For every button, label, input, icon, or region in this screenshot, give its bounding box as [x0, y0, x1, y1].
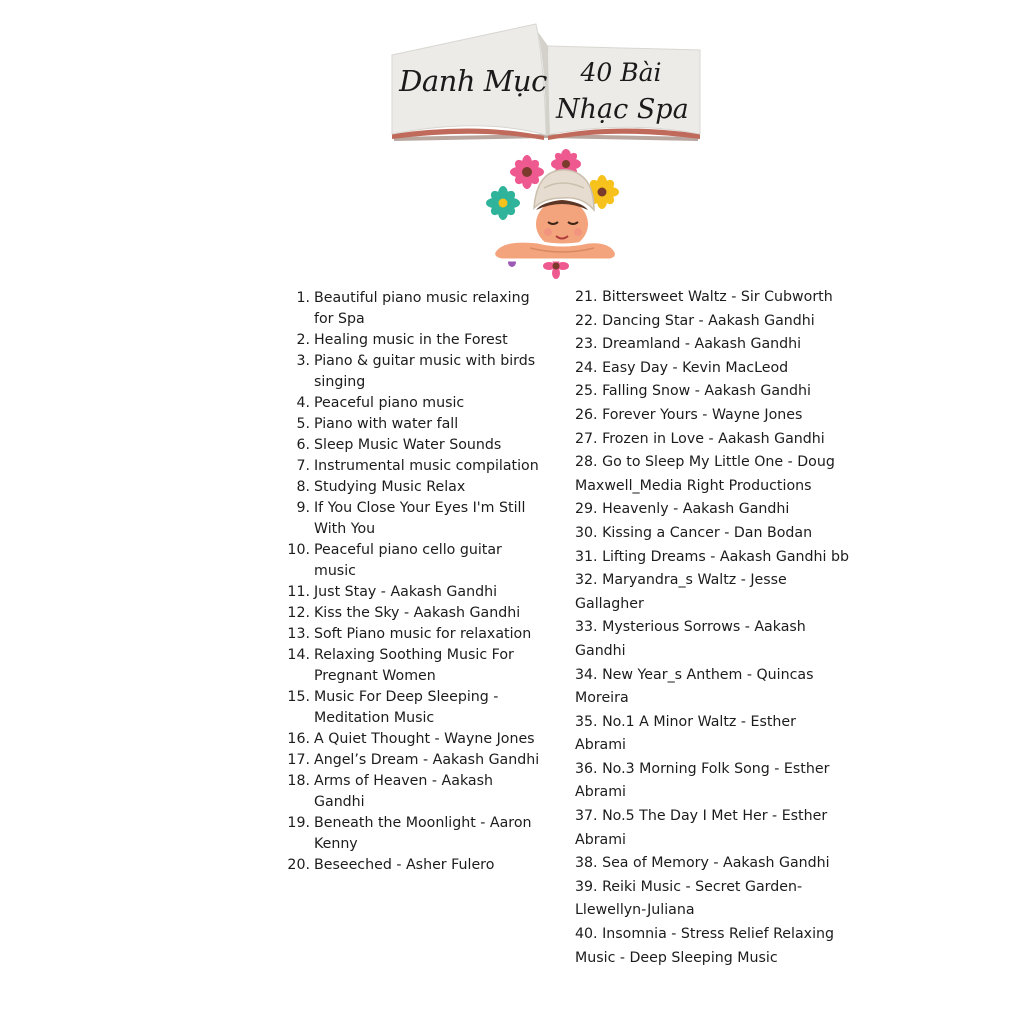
- song-item: 38. Sea of Memory - Aakash Gandhi: [575, 855, 830, 872]
- song-item: [284, 393, 542, 414]
- song-item: 29. Heavenly - Aakash Gandhi: [575, 501, 790, 518]
- song-title: Soft Piano music for relaxation: [314, 626, 532, 642]
- song-title: Relaxing Soothing Music For Pregnant Women: [314, 647, 514, 684]
- song-title: Peaceful piano cello guitar music: [314, 542, 502, 579]
- song-item: 27. Frozen in Love - Aakash Gandhi: [575, 430, 825, 447]
- song-item: 33. Mysterious Sorrows - Aakash Gandhi: [575, 619, 806, 659]
- song-title: Beautiful piano music relaxing for Spa: [314, 290, 530, 327]
- song-item: 40. Insomnia - Stress Relief Relaxing Music - Deep Sleeping Music: [575, 926, 835, 966]
- song-number: 20.: [287, 857, 310, 873]
- song-item: [284, 582, 542, 603]
- song-title: Angel’s Dream - Aakash Gandhi: [314, 752, 540, 768]
- song-item: [284, 435, 542, 456]
- song-item: 35. No.1 A Minor Waltz - Esther Abrami: [575, 713, 796, 754]
- song-item: 39. Reiki Music - Secret Garden-Llewellyn-Juliana: [575, 878, 803, 919]
- song-item: 30. Kissing a Cancer - Dan Bodan: [575, 524, 813, 541]
- song-item: 22. Dancing Star - Aakash Gandhi: [575, 312, 815, 329]
- song-item: [284, 855, 542, 876]
- song-title: Kiss the Sky - Aakash Gandhi: [314, 605, 521, 621]
- song-item: 37. No.5 The Day I Met Her - Esther Abrami: [575, 808, 828, 848]
- song-title: Beseeched - Asher Fulero: [314, 857, 495, 873]
- song-number: 3.: [296, 353, 310, 369]
- song-title: If You Close Your Eyes I'm Still With You: [314, 500, 526, 537]
- book-title-left: Danh Mục: [399, 64, 547, 98]
- song-item: [284, 687, 542, 729]
- song-title: Piano & guitar music with birds singing: [314, 353, 536, 390]
- song-number: 6.: [296, 437, 310, 453]
- song-title: Peaceful piano music: [314, 395, 465, 411]
- song-number: 9.: [296, 500, 310, 516]
- song-number: 16.: [287, 731, 310, 747]
- song-item: 28. Go to Sleep My Little One - Doug Maxwell_Media Right Productions: [575, 454, 835, 494]
- song-number: 11.: [287, 584, 310, 600]
- song-number: 19.: [287, 815, 310, 831]
- song-item: 34. New Year_s Anthem - Quincas Moreira: [575, 666, 814, 707]
- song-number: 8.: [296, 479, 310, 495]
- song-item: 25. Falling Snow - Aakash Gandhi: [575, 383, 811, 400]
- song-title: Studying Music Relax: [314, 479, 466, 495]
- song-number: 14.: [287, 647, 310, 663]
- song-item: 24. Easy Day - Kevin MacLeod: [575, 359, 789, 376]
- book-title-count: 40 Bài: [580, 58, 662, 87]
- song-item: 23. Dreamland - Aakash Gandhi: [575, 336, 802, 353]
- song-item: [284, 624, 542, 645]
- song-title: Beneath the Moonlight - Aaron Kenny: [314, 815, 532, 852]
- song-item: 31. Lifting Dreams - Aakash Gandhi bb: [575, 548, 849, 565]
- song-item: 26. Forever Yours - Wayne Jones: [575, 406, 803, 423]
- song-number: 18.: [287, 773, 310, 789]
- song-item: [284, 330, 542, 351]
- song-item: [284, 750, 542, 771]
- song-number: 10.: [287, 542, 310, 558]
- song-title: Healing music in the Forest: [314, 332, 508, 348]
- song-number: 5.: [296, 416, 310, 432]
- song-item: [284, 813, 542, 855]
- song-number: 15.: [287, 689, 310, 705]
- song-number: 4.: [296, 395, 310, 411]
- song-number: 17.: [287, 752, 310, 768]
- song-item: [284, 351, 542, 393]
- song-item: 21. Bittersweet Waltz - Sir Cubworth: [575, 289, 833, 305]
- song-item: [284, 456, 542, 477]
- song-number: 1.: [296, 290, 310, 306]
- book-title-subject: Nhạc Spa: [556, 94, 689, 125]
- song-title: Instrumental music compilation: [314, 458, 539, 474]
- song-number: 7.: [296, 458, 310, 474]
- open-book-header: [386, 22, 706, 147]
- song-list-left: [284, 288, 542, 876]
- song-title: Just Stay - Aakash Gandhi: [314, 584, 498, 600]
- song-number: 12.: [287, 605, 310, 621]
- song-item: [284, 414, 542, 435]
- song-title: A Quiet Thought - Wayne Jones: [314, 731, 535, 747]
- song-item: [284, 477, 542, 498]
- song-item: [284, 603, 542, 624]
- song-number: 2.: [296, 332, 310, 348]
- song-item: [284, 645, 542, 687]
- song-item: 36. No.3 Morning Folk Song - Esther Abrami: [575, 760, 830, 801]
- song-item: 32. Maryandra_s Waltz - Jesse Gallagher: [575, 572, 787, 612]
- song-item: [284, 729, 542, 750]
- spa-woman-with-flowers-icon: [482, 148, 622, 280]
- flower-teal-icon: [486, 186, 520, 220]
- song-item: [284, 540, 542, 582]
- song-item: [284, 498, 542, 540]
- song-item: [284, 771, 542, 813]
- song-title: Piano with water fall: [314, 416, 459, 432]
- song-title: Arms of Heaven - Aakash Gandhi: [314, 773, 493, 810]
- song-title: Sleep Music Water Sounds: [314, 437, 502, 453]
- song-list-right: [575, 286, 850, 970]
- song-number: 13.: [287, 626, 310, 642]
- song-item: [284, 288, 542, 330]
- song-title: Music For Deep Sleeping - Meditation Music: [314, 689, 499, 726]
